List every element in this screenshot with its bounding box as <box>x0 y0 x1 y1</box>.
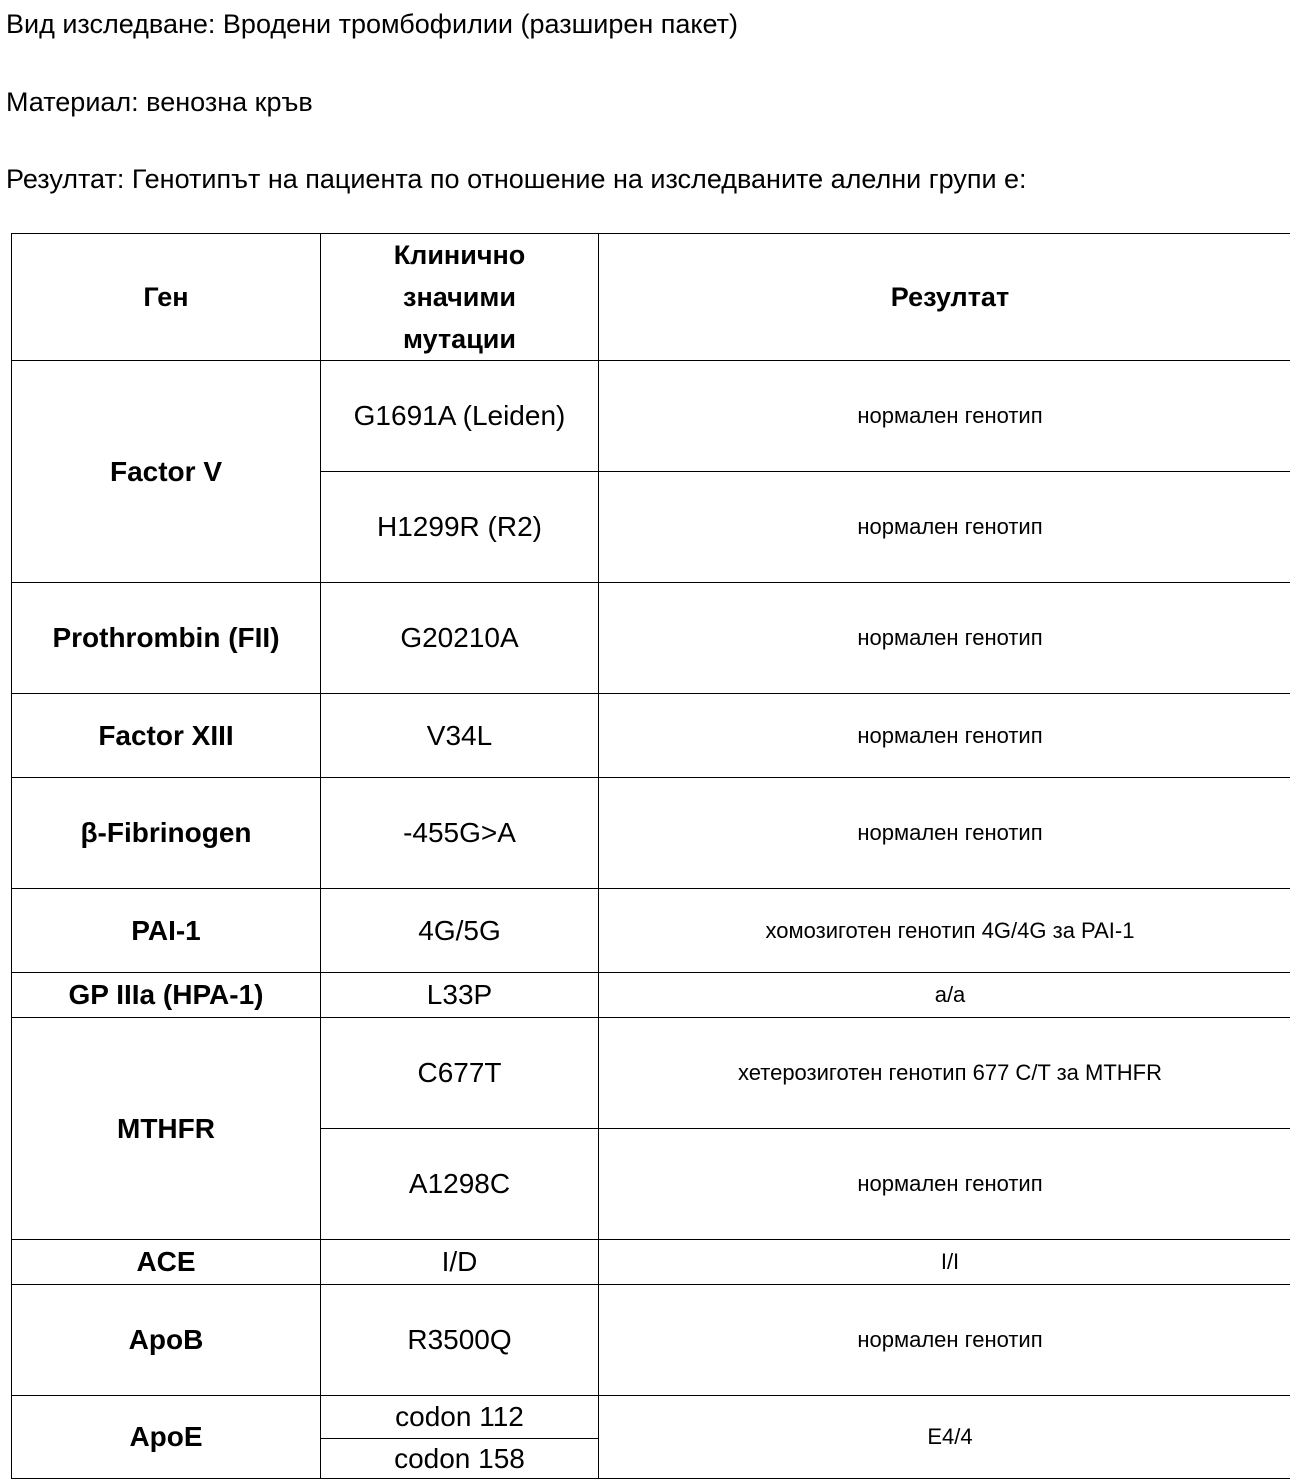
exam-type-line: Вид изследване: Вродени тромбофилии (разширен пакет) <box>6 9 739 39</box>
gene-cell: MTHFR <box>12 1018 321 1240</box>
result-cell: E4/4 <box>599 1396 1290 1479</box>
mutation-cell: codon 158 <box>321 1439 599 1479</box>
table-row <box>12 694 1290 778</box>
table-header-row <box>12 234 1290 361</box>
result-cell: нормален генотип <box>599 472 1290 583</box>
table-row <box>12 1285 1290 1396</box>
result-cell: нормален генотип <box>599 694 1290 778</box>
table-row <box>12 583 1290 694</box>
mutation-cell: H1299R (R2) <box>321 472 599 583</box>
gene-cell: PAI-1 <box>12 889 321 973</box>
column-header-result: Резултат <box>599 234 1290 361</box>
result-cell: нормален генотип <box>599 778 1290 889</box>
result-intro-line: Резултат: Генотипът на пациента по отношение на изследваните алелни групи е: <box>6 164 1027 194</box>
gene-cell: ApoB <box>12 1285 321 1396</box>
gene-cell: Prothrombin (FII) <box>12 583 321 694</box>
mutation-cell: 4G/5G <box>321 889 599 973</box>
result-cell: нормален генотип <box>599 583 1290 694</box>
mutation-cell: G20210A <box>321 583 599 694</box>
result-cell: нормален генотип <box>599 1129 1290 1240</box>
table-row <box>12 1240 1290 1285</box>
table-row <box>12 973 1290 1018</box>
mutation-cell: R3500Q <box>321 1285 599 1396</box>
table-row <box>12 1018 1290 1129</box>
gene-cell: Factor XIII <box>12 694 321 778</box>
column-header-gene: Ген <box>12 234 321 361</box>
mutation-cell: I/D <box>321 1240 599 1285</box>
table-row <box>12 1396 1290 1439</box>
gene-cell: ApoE <box>12 1396 321 1479</box>
mutation-cell: -455G>A <box>321 778 599 889</box>
genotype-results-table <box>11 233 1290 1479</box>
result-cell: a/a <box>599 973 1290 1018</box>
gene-cell: GP IIIa (HPA-1) <box>12 973 321 1018</box>
mutation-cell: C677T <box>321 1018 599 1129</box>
mutation-cell: L33P <box>321 973 599 1018</box>
table-row <box>12 889 1290 973</box>
mutation-cell: A1298C <box>321 1129 599 1240</box>
mutation-cell: V34L <box>321 694 599 778</box>
result-cell: нормален генотип <box>599 361 1290 472</box>
gene-cell: Factor V <box>12 361 321 583</box>
result-cell: хетерозиготен генотип 677 C/T за MTHFR <box>599 1018 1290 1129</box>
mutation-cell: codon 112 <box>321 1396 599 1439</box>
result-cell: хомозиготен генотип 4G/4G за PAI-1 <box>599 889 1290 973</box>
result-cell: нормален генотип <box>599 1285 1290 1396</box>
table-row <box>12 778 1290 889</box>
table-row <box>12 361 1290 472</box>
result-cell: I/I <box>599 1240 1290 1285</box>
gene-cell: ACE <box>12 1240 321 1285</box>
column-header-mutations: Клинично значими мутации <box>321 234 599 361</box>
material-line: Материал: венозна кръв <box>6 87 313 117</box>
gene-cell: β-Fibrinogen <box>12 778 321 889</box>
mutation-cell: G1691A (Leiden) <box>321 361 599 472</box>
